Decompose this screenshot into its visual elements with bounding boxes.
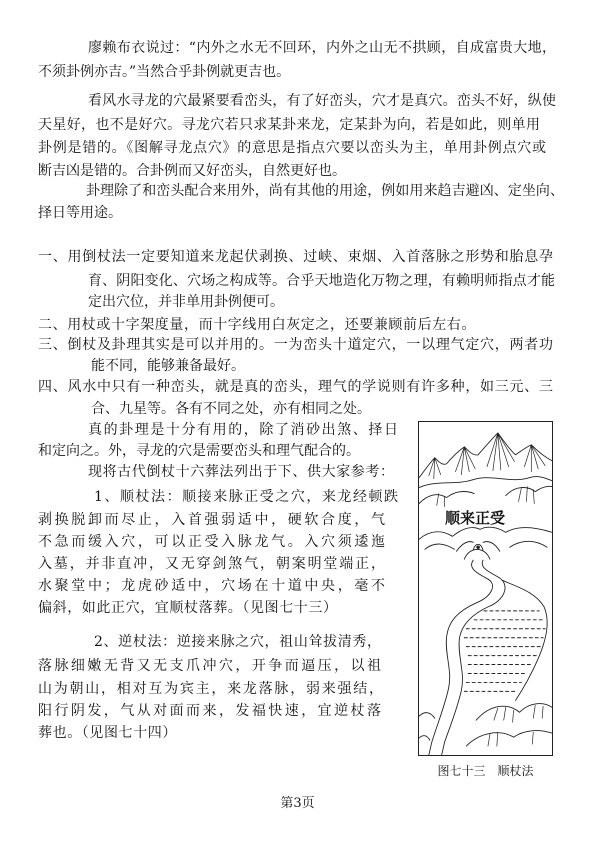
method-line: 剥换脱卸而尽止，入首强弱适中，硬软合度，气 — [38, 512, 385, 528]
list-intro-line: 现将古代倒杖十六葬法列出于下、供大家参考： — [88, 464, 395, 480]
method-line: 不急而缓入穴，可以正受入脉龙气。入穴须逶迤 — [38, 534, 385, 550]
point-line: 合、九星等。各有不同之处，亦有相同之处。 — [91, 401, 371, 417]
theory-paragraph-line: 真的卦理是十分有用的，除了消砂出煞、择日 — [88, 422, 398, 438]
figure-illustration — [418, 421, 553, 756]
landform-paragraph-line: 断吉凶是错的。合卦例而又好峦头，自然更好也。 — [38, 163, 346, 179]
point-line: 能不同，能够兼备最好。 — [91, 358, 245, 374]
method-line: 落脉细嫩无背又无支爪冲穴，开争而逼压，以祖 — [38, 658, 381, 674]
figure-inner-label: 顺来正受 — [445, 509, 506, 527]
method-line: 水聚堂中；龙虎砂适中，穴场在十道中央，毫不 — [38, 578, 385, 594]
point-line: 三、倒杖及卦理其实是可以并用的。一为峦头十道定穴，一以理气定穴，两者功 — [38, 337, 553, 353]
landform-paragraph-line: 卦例是错的。《图解寻龙点穴》的意思是指点穴要以峦头为主，单用卦例点穴或 — [38, 140, 546, 156]
point-line: 定出穴位，并非单用卦例便可。 — [88, 294, 284, 310]
page-number: 第3页 — [280, 796, 315, 811]
quote-paragraph-line: 不须卦例亦吉。”当然合乎卦例就更吉也。 — [38, 64, 291, 80]
burial-mound — [456, 542, 499, 559]
quote-paragraph-line: 廖赖布衣说过：“内外之水无不回环，内外之山无不拱顾，自成富贵大地， — [88, 40, 556, 56]
method-line: 山为朝山，相对互为宾主，来龙落脉，弱来强结， — [38, 681, 383, 697]
method-line: 葬也。（见图七十四） — [38, 725, 177, 741]
mountain-hatching — [429, 433, 545, 479]
top-mountain-range — [419, 433, 552, 488]
mountain-dragon-drawing — [419, 422, 552, 755]
usage-paragraph-line: 择日等用途。 — [38, 205, 122, 221]
method-line: 1、顺杖法：顺接来脉正受之穴，来龙经顿跌 — [94, 489, 398, 505]
landform-paragraph-line: 看风水寻龙的穴最紧要看峦头，有了好峦头，穴才是真穴。峦头不好，纵使 — [88, 93, 556, 109]
point-line: 二、用杖或十字架度量，而十字线用白灰定之，还要兼顾前后左右。 — [38, 317, 476, 333]
method-line: 2、逆杖法：逆接来脉之穴，祖山耸拔清秀， — [94, 634, 381, 650]
point-line: 育、阴阳变化、穴场之构成等。合乎天地造化万物之理，有赖明师指点才能 — [88, 273, 555, 289]
water-dashes — [464, 611, 545, 692]
foot-hills — [419, 704, 552, 746]
point-line: 四、风水中只有一种峦头，就是真的峦头，理气的学说则有许多种，如三元、三 — [38, 379, 553, 395]
point-line: 一、用倒杖法一定要知道来龙起伏剥换、过峡、束烟、入首落脉之形势和胎息孕 — [38, 249, 553, 265]
method-line: 入墓，并非直冲，又无穿剑煞气，朝案明堂端正， — [38, 556, 385, 572]
method-line: 阳行阴发，气从对面而来，发福快速，宜逆杖落 — [38, 703, 381, 719]
landform-paragraph-line: 天星好，也不是好穴。寻龙穴若只求某卦来龙，定某卦为向，若是如此，则单用 — [38, 117, 540, 133]
usage-paragraph-line: 卦理除了和峦头配合来用外，尚有其他的用途，例如用来趋吉避凶、定坐向、 — [86, 183, 564, 199]
method-line: 偏斜，如此正穴，宜顺杖落葬。（见图七十三） — [38, 600, 338, 616]
dragon-vein-path — [429, 560, 547, 755]
theory-paragraph-line: 和定向之。外，寻龙的穴是需要峦头和理气配合的。 — [38, 443, 360, 459]
figure-caption: 图七十三 顺杖法 — [437, 764, 534, 778]
